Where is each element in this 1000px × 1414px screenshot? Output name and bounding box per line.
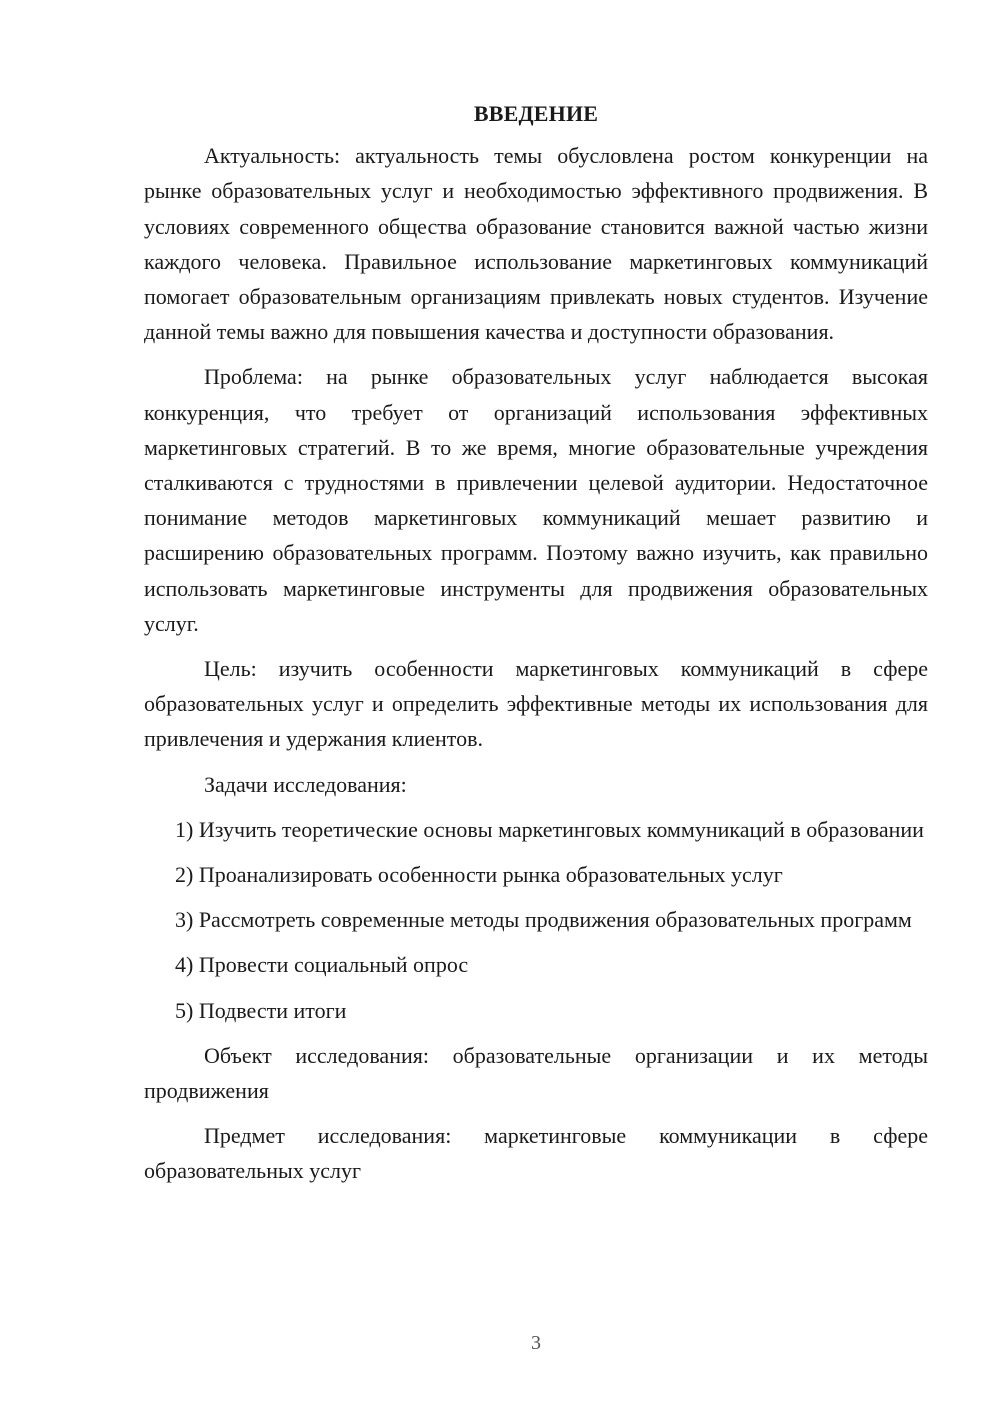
tasks-title: Задачи исследования: (204, 771, 407, 797)
task-item-3: 3) Рассмотреть современные методы продвижения образовательных программ (175, 907, 912, 933)
section-heading: ВВЕДЕНИЕ (473, 101, 599, 126)
object-paragraph: Объект исследования: образовательные организации и их методы продвижения (144, 1042, 928, 1104)
task-item-5: 5) Подвести итоги (175, 997, 347, 1023)
task-item-2: 2) Проанализировать особенности рынка образовательных услуг (175, 862, 783, 888)
relevance-paragraph: Актуальность: актуальность темы обусловлена ростом конкуренции на рынке образовательных услуг и необходимостью эффективного продвижения. В условиях современного общества образование становится важной частью жизни каждого человека. Правильное использование маркетинговых коммуникаций помогает образовательным организациям привлекать новых студентов. Изучение данной темы важно для повышения качества и доступности образования. (144, 143, 928, 345)
problem-paragraph: Проблема: на рынке образовательных услуг наблюдается высокая конкуренция, что требует от организаций использования эффективных маркетинговых стратегий. В то же время, многие образовательные учреждения сталкиваются с трудностями в привлечении целевой аудитории. Недостаточное понимание методов маркетинговых коммуникаций мешает развитию и расширению образовательных программ. Поэтому важно изучить, как правильно использовать маркетинговые инструменты для продвижения образовательных услуг. (144, 364, 928, 636)
subject-paragraph: Предмет исследования: маркетинговые коммуникации в сфере образовательных услуг (144, 1123, 928, 1184)
page-number: 3 (531, 1332, 541, 1354)
task-item-1: 1) Изучить теоретические основы маркетинговых коммуникаций в образовании (175, 816, 924, 842)
task-item-4: 4) Провести социальный опрос (175, 952, 469, 978)
page-content (144, 96, 928, 1199)
goal-paragraph: Цель: изучить особенности маркетинговых коммуникаций в сфере образовательных услуг и определить эффективные методы их использования для привлечения и удержания клиентов. (144, 656, 928, 752)
